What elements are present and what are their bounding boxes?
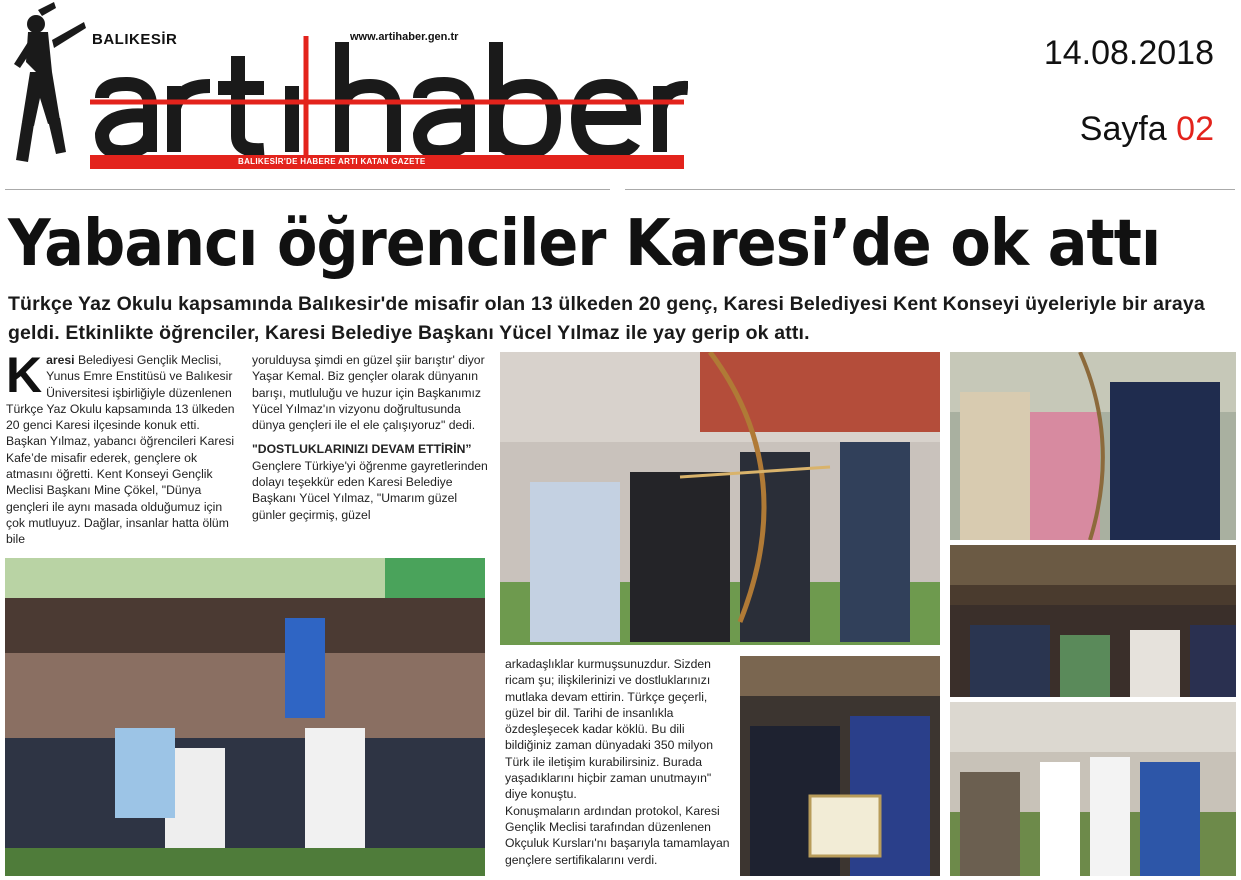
- col2-text: yorulduysa şimdi en güzel şiir barıştır' diyor Yaşar Kemal. Biz gençler olarak dünyanın barışı, mutluluğu ve huzur için Başkanımız Yücel Yılmaz'ın vizyonu doğrultusunda dünya gençleri ile el ele çalışıyoruz" dedi.: [252, 353, 485, 433]
- divider-right: [625, 189, 1235, 190]
- headline: Yabancı öğrenciler Karesi’de ok attı: [8, 207, 1161, 281]
- archers-row-photo-icon: [950, 702, 1236, 876]
- col3-text-2: Konuşmaların ardından protokol, Karesi Gençlik Meclisi tarafından düzenlenen Okçuluk Kursları'nı başarıyla tamamlayan gençlere sertifikalarını verdi.: [505, 803, 730, 867]
- col2-text-2: Gençlere Türkiye'yi öğrenme gayretlerinden dolayı teşekkür eden Karesi Belediye Başkanı Yücel Yılmaz, "Umarım güzel günler geçirmiş, güzel: [252, 458, 488, 522]
- col1-bold-start: aresi: [46, 353, 75, 367]
- cafe-crowd-photo-icon: [950, 545, 1236, 697]
- certificate-photo-icon: [740, 656, 940, 876]
- article-column-3: [505, 656, 733, 868]
- article-column-1: [6, 347, 242, 548]
- page-indicator: [1080, 110, 1214, 149]
- lead-paragraph: Türkçe Yaz Okulu kapsamında Balıkesir'de misafir olan 13 ülkeden 20 genç, Karesi Belediyesi Kent Konseyi üyeleriyle bir araya geldi. Etkinlikte öğrenciler, Karesi Belediye Başkanı Yücel Yılmaz ile yay gerip ok attı.: [8, 293, 1205, 344]
- mayor-bow-photo-icon: [950, 352, 1236, 540]
- col1-text: Belediyesi Gençlik Meclisi, Yunus Emre Enstitüsü ve Balıkesir Üniversitesi işbirliğiyle düzenlenen Türkçe Yaz Okulu kapsamında 13 ülkeden 20 genci Karesi ilçesinde konuk etti. Başkan Yılmaz, yabancı öğrencileri Karesi Kafe’de misafir ederek, gençlere ok atmasını öğretti. Kent Konseyi Gençlik Meclisi Başkanı Mine Çökel, "Dünya gençleri ile aynı masada olduğumuz için çok mutluyuz. Dağlar, insanlar hatta ölüm bile: [6, 353, 235, 547]
- page-label: Sayfa: [1079, 110, 1167, 148]
- divider-left: [5, 189, 610, 190]
- website-url[interactable]: www.artihaber.gen.tr: [350, 31, 459, 43]
- col3-text: arkadaşlıklar kurmuşsunuzdur. Sizden ricam şu; ilişkilerinizi ve dostluklarınızı mutlaka devam ettirin. Türkçe geçerli, güzel bir dil. Tarihi de insanlıkla özdeşleşecek kadar köklü. Bu dili bildiğiniz zaman dünyadaki 350 milyon Türk ile iletişim kurabilirsiniz. Burada yaşadıklarını hiçbir zaman unutmayın" diye konuştu.: [505, 657, 713, 802]
- city-label: BALIKESİR: [92, 31, 178, 48]
- issue-date: 14.08.2018: [1043, 34, 1214, 72]
- subheading: "DOSTLUKLARINIZI DEVAM ETTİRİN”: [252, 442, 472, 457]
- warrior-logo-icon: [8, 2, 88, 174]
- artihaber-logo: [88, 36, 688, 156]
- article-column-2: [252, 352, 488, 523]
- slogan: BALIKESİR'DE HABERE ARTI KATAN GAZETE: [238, 157, 426, 166]
- group-photo-icon: [5, 558, 485, 876]
- archery-photo-icon: [500, 352, 940, 645]
- page-number: 02: [1176, 110, 1214, 148]
- drop-cap: K: [6, 347, 43, 403]
